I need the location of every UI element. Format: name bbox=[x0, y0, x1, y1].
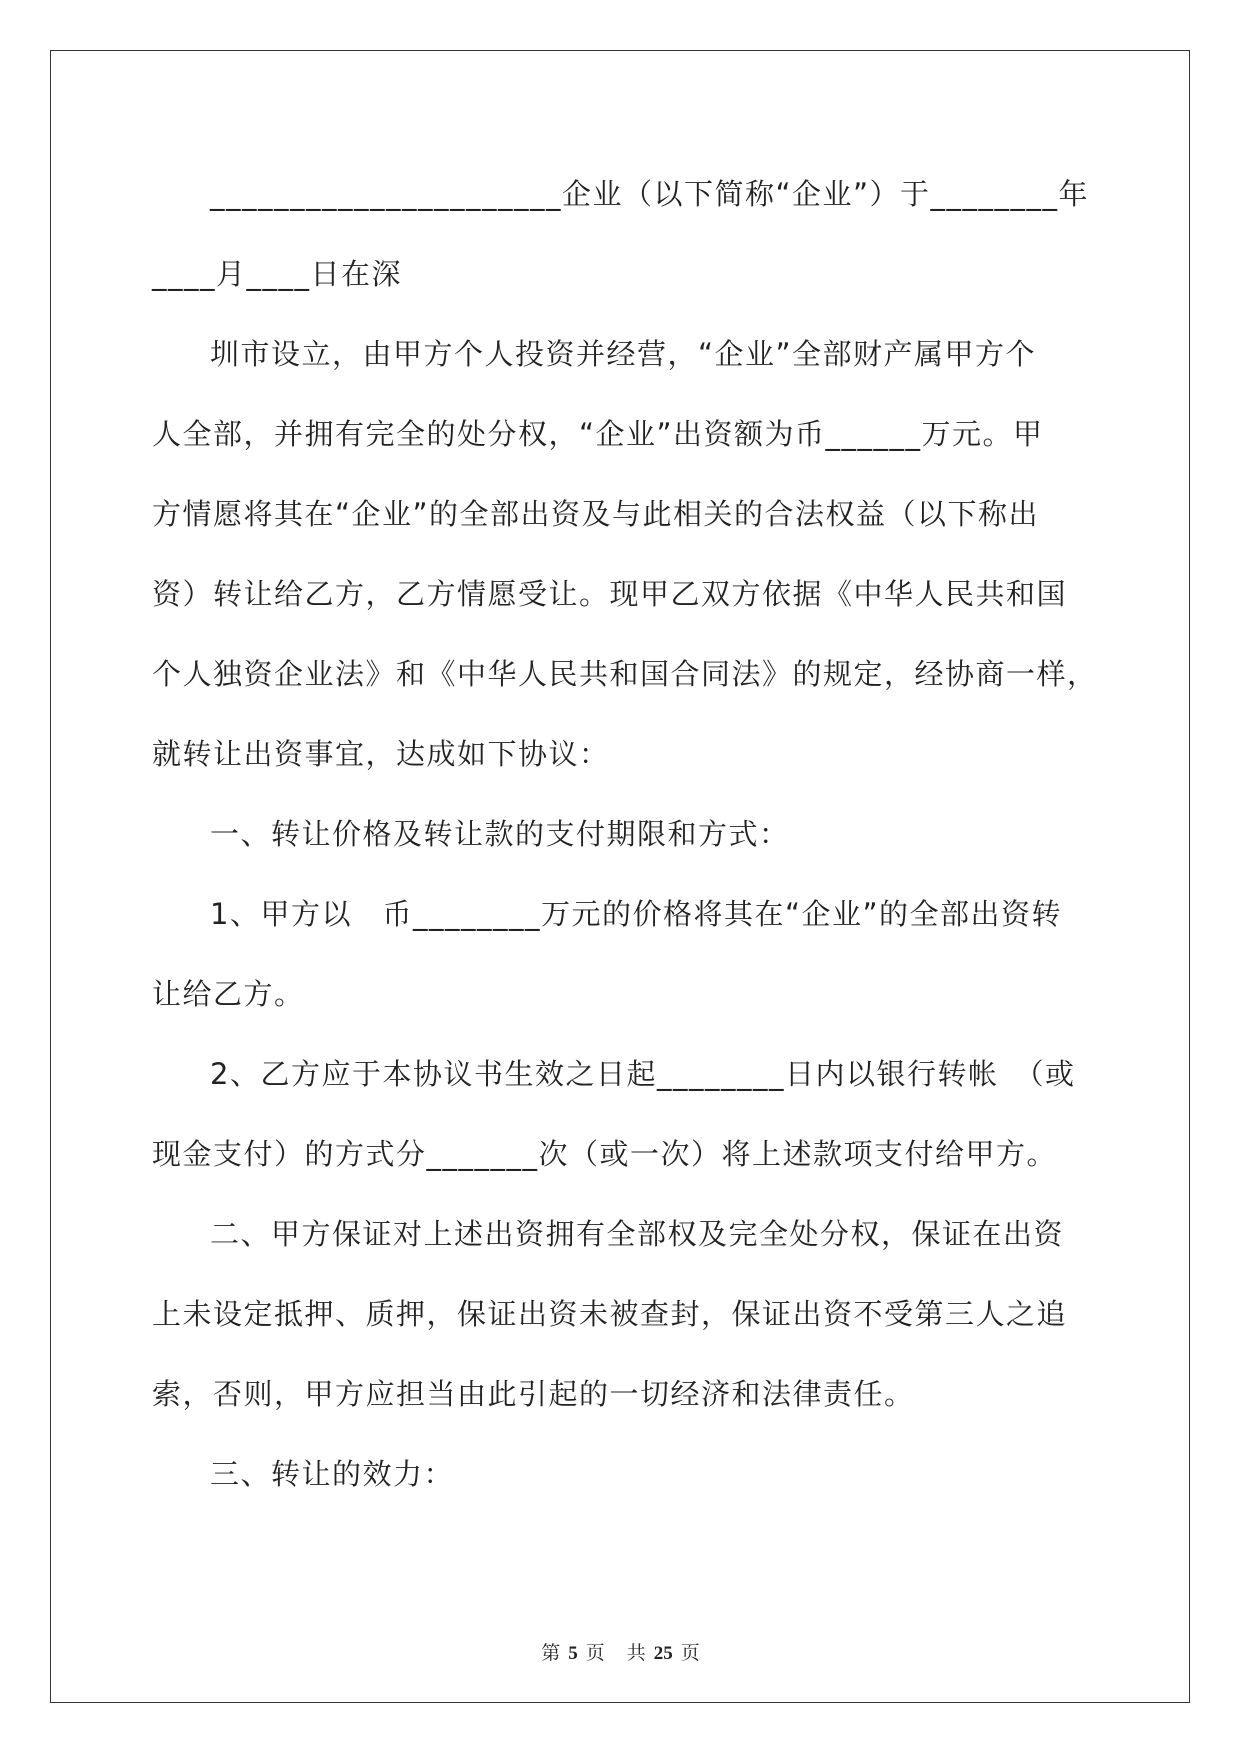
page-footer bbox=[0, 1638, 1241, 1665]
section-heading: 一、转让价格及转让款的支付期限和方式： bbox=[210, 817, 790, 851]
section-heading: 三、转让的效力： bbox=[210, 1457, 455, 1491]
text-line: 资）转让给乙方，乙方情愿受让。现甲乙双方依据《中华人民共和国 bbox=[152, 577, 1068, 611]
section-heading: 二、甲方保证对上述出资拥有全部权及完全处分权，保证在出资 bbox=[210, 1217, 1065, 1251]
text-line: ______________________企业（以下简称“企业”）于________年 bbox=[210, 177, 1090, 211]
text-line: 方情愿将其在“企业”的全部出资及与此相关的合法权益（以下称出 bbox=[152, 497, 1040, 531]
text-line: 人全部，并拥有完全的处分权，“企业”出资额为币______万元。甲 bbox=[152, 417, 1044, 451]
total-page-count: 25 bbox=[653, 1643, 673, 1664]
total-indicator bbox=[623, 1642, 704, 1664]
text-line: 2、乙方应于本协议书生效之日起________日内以银行转帐 （或 bbox=[210, 1057, 1076, 1091]
footer-page-suffix: 页 bbox=[585, 1642, 605, 1664]
text-line: 索，否则，甲方应担当由此引起的一切经济和法律责任。 bbox=[152, 1377, 915, 1411]
text-line: 圳市设立，由甲方个人投资并经营，“企业”全部财产属甲方个 bbox=[210, 337, 1037, 371]
text-line: 让给乙方。 bbox=[152, 977, 305, 1011]
text-line: ____月____日在深 bbox=[152, 257, 403, 291]
text-line: 现金支付）的方式分_______次（或一次）将上述款项支付给甲方。 bbox=[152, 1137, 1058, 1171]
text-line: 个人独资企业法》和《中华人民共和国合同法》的规定，经协商一样， bbox=[152, 657, 1098, 691]
footer-total-prefix: 共 bbox=[626, 1642, 646, 1664]
page-indicator bbox=[537, 1642, 609, 1664]
footer-prefix: 第 bbox=[541, 1642, 561, 1664]
text-line: 1、甲方以 币________万元的价格将其在“企业”的全部出资转 bbox=[210, 897, 1062, 931]
footer-total-suffix: 页 bbox=[680, 1642, 700, 1664]
current-page-number: 5 bbox=[568, 1643, 578, 1664]
text-line: 上未设定抵押、质押，保证出资未被查封，保证出资不受第三人之追 bbox=[152, 1297, 1068, 1331]
text-line: 就转让出资事宜，达成如下协议： bbox=[152, 737, 610, 771]
